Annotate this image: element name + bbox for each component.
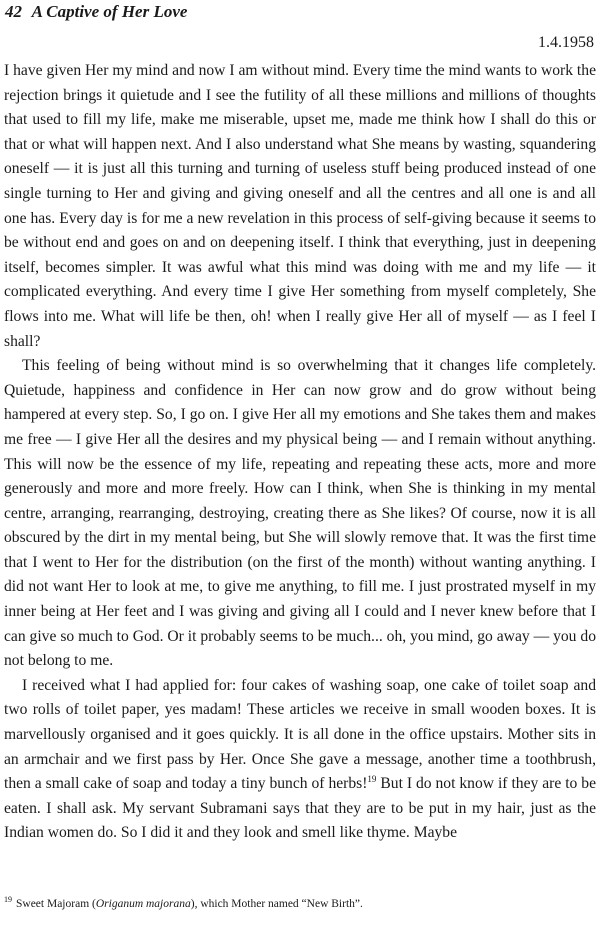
footnote-text-2: ), which Mother named “New Birth”. [190,898,363,910]
footnote [4,896,596,912]
paragraph-2: This feeling of being without mind is so overwhelming that it changes life completely. Quietude, happiness and confidence in Her can now grow and do grow without being hampered at every step. So, I go on. I give Her all my emotions and She takes them and makes me free — I give Her all the desires and my physical being — and I remain without anything. This will now be the essence of my life, repeating and repeating these acts, more and more generously and more and more freely. How can I think, when She is thinking in my mental centre, arranging, rearranging, destroying, creating there as She likes? Of course, now it is all obscured by the dirt in my mental being, but She will slowly remove that. It was the first time that I went to Her for the distribution (on the first of the month) without wanting anything. I did not want Her to look at me, to give me anything, to fill me. I just prostrated myself in my inner being at Her feet and I was giving and giving all I could and I never knew before that I can give so much to God. Or it probably seems to be much... oh, you mind, go away — you do not belong to me. [4,357,596,670]
footnote-reference[interactable]: 19 [367,774,377,785]
footnote-latin-name: Origanum majorana [95,898,191,910]
book-title: A Captive of Her Love [31,2,188,21]
paragraph-1: I have given Her my mind and now I am without mind. Every time the mind wants to work the rejection brings it quietude and I see the futility of all these millions and millions of thoughts that used to fill my life, make me miserable, upset me, made me think how I shall do this or that or what will happen next. And I also understand what She means by wasting, squandering oneself — it is just all this turning and turning of useless stuff being produced instead of one single turning to Her and giving and giving oneself and all the centres and all one is and all one has. Every day is for me a new revelation in this process of self-giving because it seems to be without end and goes on and on deepening itself. I think that everything, just in deepening itself, becomes simpler. It was awful what this mind was doing with me and my life — it complicated everything. And every time I give Her something from myself completely, She flows into me. What will life be then, oh! when I really give Her all of myself — as I feel I shall? [4,62,596,350]
page-number: 42 [5,2,22,21]
footnote-text-1: Sweet Majoram ( [16,898,96,910]
footnote-number: 19 [4,895,12,905]
paragraph-3-part-1: I received what I had applied for: four cakes of washing soap, one cake of toilet soap and two rolls of toilet paper, yes madam! These articles we receive in small wooden boxes. It is marvellously organised and it goes quickly. It is all done in the office upstairs. Mother sits in an armchair and we first pass by Her. Once She gave a message, another time a toothbrush, then a small cake of soap and today a tiny bunch of herbs! [4,676,596,793]
running-head [5,2,187,22]
body-text [4,59,596,846]
paragraph-3 [4,674,596,846]
paragraph-3-part-2: But I do not know if they are to be eaten. I shall ask. My servant Subramani says that they are to be put in my hair, just as the Indian women do. So I did it and they look and smell like thyme. Maybe [4,775,597,842]
entry-date: 1.4.1958 [538,34,594,51]
